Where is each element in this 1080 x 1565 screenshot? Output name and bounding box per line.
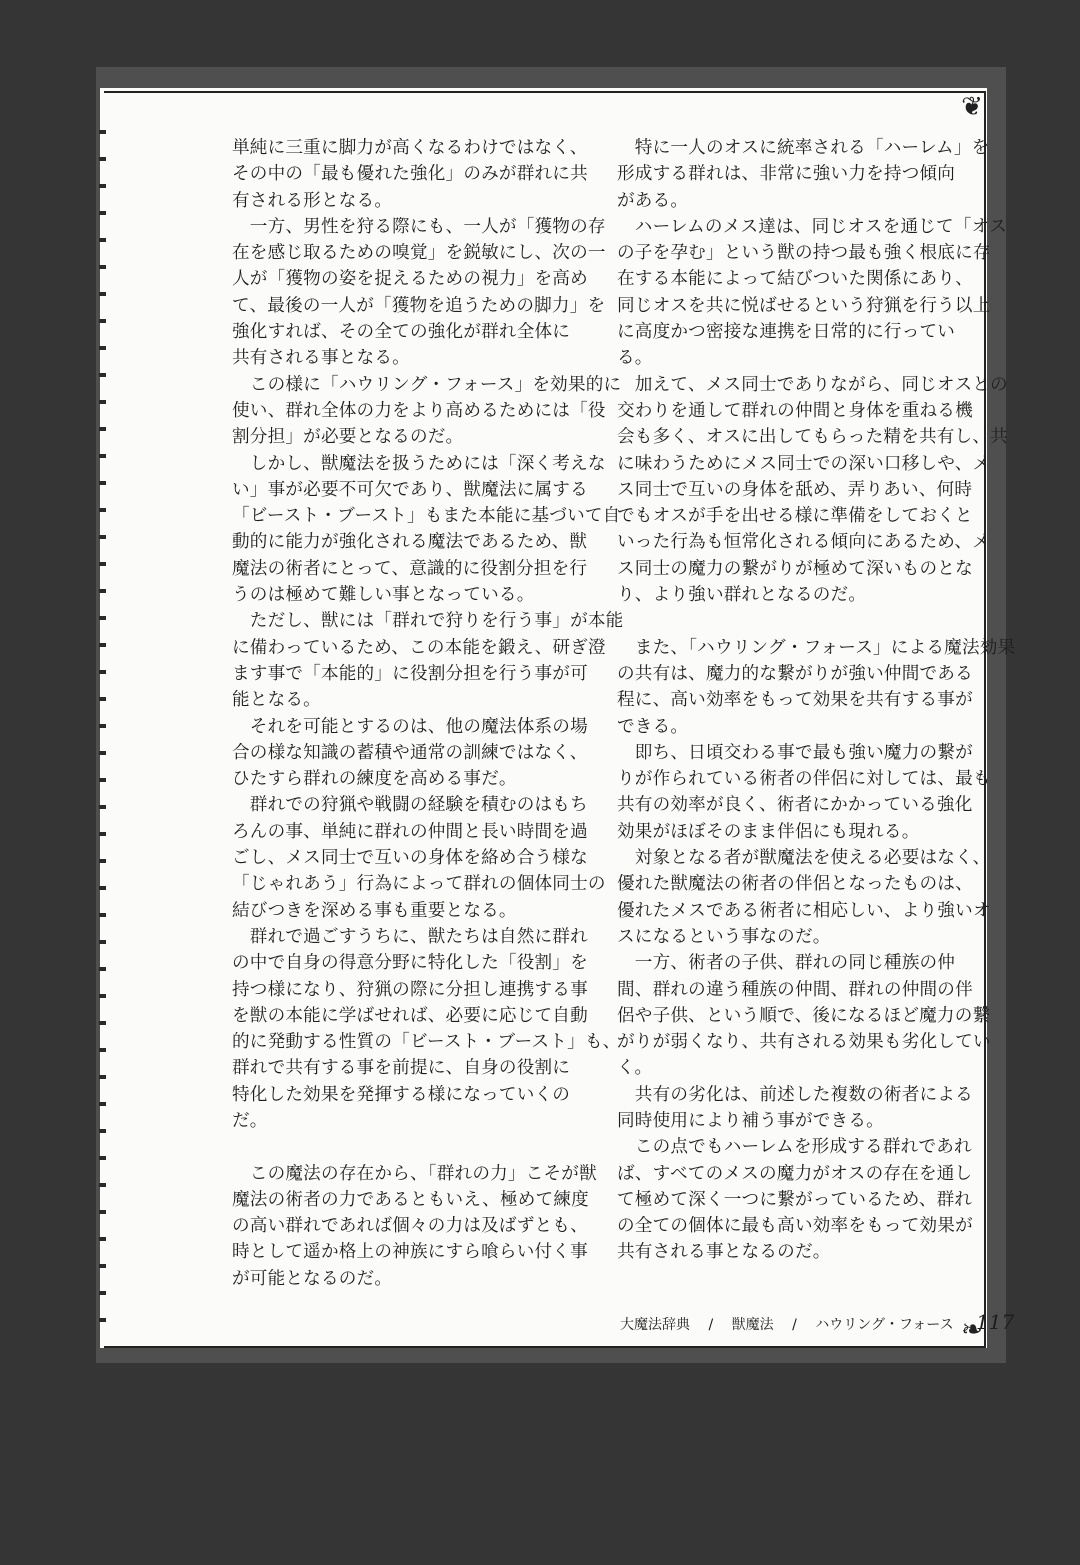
perforation-mark	[99, 400, 106, 404]
text-line: 程に、高い効率をもって効果を共有する事が	[617, 690, 973, 711]
text-line: 的に発動する性質の「ビースト・ブースト」も、	[232, 1032, 621, 1053]
perforation-mark	[99, 1048, 106, 1052]
perforation-mark	[99, 805, 106, 809]
perforation-mark	[99, 481, 106, 485]
text-line: 効果がほぼそのまま伴侶にも現れる。	[617, 821, 920, 842]
text-line: ス同士で互いの身体を舐め、弄りあい、何時	[617, 479, 973, 500]
perforation-mark	[99, 508, 106, 512]
text-line: がりが弱くなり、共有される効果も劣化してい	[617, 1032, 991, 1053]
footer-category: 獣魔法	[731, 1317, 774, 1333]
text-line: 間、群れの違う種族の仲間、群れの仲間の伴	[617, 979, 973, 1000]
perforation-mark	[99, 211, 106, 215]
text-line: 一方、男性を狩る際にも、一人が「獲物の存	[232, 216, 606, 237]
perforation-mark	[99, 1129, 106, 1133]
text-line: 能となる。	[232, 690, 321, 711]
corner-ornament-icon: ❧	[961, 1315, 983, 1345]
text-line: ス同士の魔力の繋がりが極めて深いものとな	[617, 558, 973, 579]
text-line: 優れたメスである術者に相応しい、より強いオ	[617, 900, 991, 921]
text-line: て極めて深く一つに繋がっているため、群れ	[617, 1189, 973, 1210]
text-line: に備わっているため、この本能を鍛え、研ぎ澄	[232, 637, 606, 658]
text-line: この魔法の存在から、「群れの力」こそが獣	[232, 1163, 597, 1184]
perforation-mark	[99, 832, 106, 836]
text-line: ただし、獣には「群れで狩りを行う事」が本能	[232, 611, 624, 632]
text-line: 一方、術者の子供、群れの同じ種族の仲	[617, 953, 956, 974]
perforation-mark	[99, 1264, 106, 1268]
text-line: でもオスが手を出せる様に準備をしておくと	[617, 506, 973, 527]
perforation-mark	[99, 319, 106, 323]
text-line: の高い群れであれば個々の力は及ばずとも、	[232, 1216, 588, 1237]
text-line: それを可能とするのは、他の魔法体系の場	[232, 716, 588, 737]
text-line: に高度かつ密接な連携を日常的に行ってい	[617, 322, 956, 343]
perforation-mark	[99, 184, 106, 188]
text-line: 対象となる者が獣魔法を使える必要はなく、	[617, 848, 991, 869]
perforation-mark	[99, 589, 106, 593]
text-line: 在する本能によって結びついた関係にあり、	[617, 269, 973, 290]
perforation-mark	[99, 1210, 106, 1214]
perforation-mark	[99, 724, 106, 728]
text-line: 加えて、メス同士でありながら、同じオスとの	[617, 374, 1008, 395]
text-line: の中で自身の得意分野に特化した「役割」を	[232, 953, 588, 974]
text-line: に味わうためにメス同士での深い口移しや、メ	[617, 453, 991, 474]
perforation-mark	[99, 535, 106, 539]
text-line: て、最後の一人が「獲物を追うための脚力」を	[232, 295, 606, 316]
text-line: 交わりを通して群れの仲間と身体を重ねる機	[617, 400, 973, 421]
perforation-mark	[99, 670, 106, 674]
perforation-mark	[99, 1156, 106, 1160]
perforation-mark	[99, 1021, 106, 1025]
text-line: 魔法の術者にとって、意識的に役割分担を行	[232, 558, 588, 579]
text-line: 単純に三重に脚力が高くなるわけではなく、	[232, 138, 588, 158]
text-line: 共有される事となる。	[232, 348, 410, 369]
perforation-mark	[99, 562, 106, 566]
text-line: 結びつきを深める事も重要となる。	[232, 900, 517, 921]
perforation-mark	[99, 454, 106, 458]
text-line: この様に「ハウリング・フォース」を効果的に	[232, 374, 622, 395]
perforation-mark	[99, 427, 106, 431]
text-line: 同時使用により補う事ができる。	[617, 1110, 884, 1131]
perforation-mark	[99, 886, 106, 890]
perforation-mark	[99, 130, 106, 134]
perforation-mark	[99, 859, 106, 863]
text-line: スになるという事なのだ。	[617, 926, 831, 947]
perforation-mark	[99, 1075, 106, 1079]
text-line: 優れた獣魔法の術者の伴侶となったものは、	[617, 874, 973, 895]
text-line: ろんの事、単純に群れの仲間と長い時間を過	[232, 821, 588, 842]
text-line: その中の「最も優れた強化」のみが群れに共	[232, 164, 588, 185]
text-line: 会も多く、オスに出してもらった精を共有し、共	[617, 427, 1008, 448]
text-line: 即ち、日頃交わる事で最も強い魔力の繋が	[617, 742, 973, 763]
text-line: る。	[617, 348, 653, 369]
text-line: の全ての個体に最も高い効率をもって効果が	[617, 1216, 973, 1237]
text-line: 共有の効率が良く、術者にかかっている強化	[617, 795, 973, 816]
text-line: ば、すべてのメスの魔力がオスの存在を通し	[617, 1163, 973, 1184]
perforation-mark	[99, 1237, 106, 1241]
text-line: の共有は、魔力的な繋がりが強い仲間である	[617, 663, 973, 684]
perforation-mark	[99, 643, 106, 647]
perforation-mark	[99, 1183, 106, 1187]
footer-book-title: 大魔法辞典	[620, 1317, 690, 1333]
perforation-mark	[99, 967, 106, 971]
text-line: 共有の劣化は、前述した複数の術者による	[617, 1084, 973, 1105]
perforation-mark	[99, 373, 106, 377]
text-line: り、より強い群れとなるのだ。	[617, 585, 867, 606]
text-line: 「ビースト・ブースト」もまた本能に基づいて自	[232, 506, 621, 527]
text-column-left	[232, 135, 624, 1292]
text-line: 群れで過ごすうちに、獣たちは自然に群れ	[232, 926, 588, 947]
text-line: 持つ様になり、狩猟の際に分担し連携する事	[232, 979, 588, 1000]
text-line	[617, 608, 977, 634]
text-line: く。	[617, 1058, 653, 1079]
perforation-mark	[99, 616, 106, 620]
footer-separator: /	[708, 1317, 714, 1333]
perforation-mark	[99, 1291, 106, 1295]
text-line: ひたすら群れの練度を高める事だ。	[232, 769, 517, 790]
text-line: 強化すれば、その全ての強化が群れ全体に	[232, 322, 571, 343]
text-line: りが作られている術者の伴侶に対しては、最も	[617, 769, 991, 790]
text-line: この点でもハーレムを形成する群れであれ	[617, 1137, 972, 1158]
text-line: うのは極めて難しい事となっている。	[232, 585, 535, 606]
text-line: 特化した効果を発揮する様になっていくの	[232, 1084, 571, 1105]
text-column-right	[617, 135, 1016, 1266]
text-line: また、「ハウリング・フォース」による魔法効果	[617, 637, 1016, 658]
text-line: ます事で「本能的」に役割分担を行う事が可	[232, 663, 588, 684]
text-line: 使い、群れ全体の力をより高めるためには「役	[232, 400, 606, 421]
perforation-mark	[99, 1318, 106, 1322]
text-line: できる。	[617, 716, 689, 737]
perforation-mark	[99, 265, 106, 269]
text-line	[232, 1134, 592, 1160]
perforation-mark	[99, 292, 106, 296]
text-line: 魔法の術者の力であるともいえ、極めて練度	[232, 1189, 589, 1210]
text-line: いった行為も恒常化される傾向にあるため、メ	[617, 532, 990, 553]
text-line: 群れで共有する事を前提に、自身の役割に	[232, 1058, 571, 1079]
text-line: 在を感じ取るための嗅覚」を鋭敏にし、次の一	[232, 243, 606, 264]
text-line: ごし、メス同士で互いの身体を絡め合う様な	[232, 848, 588, 869]
text-line: 形成する群れは、非常に強い力を持つ傾向	[617, 164, 956, 185]
running-footer	[620, 1310, 1014, 1334]
text-line: 時として遥か格上の神族にすら喰らい付く事	[232, 1242, 588, 1263]
perforation-mark	[99, 751, 106, 755]
text-line: 割分担」が必要となるのだ。	[232, 427, 464, 448]
text-line: 特に一人のオスに統率される「ハーレム」を	[617, 138, 990, 158]
perforation-mark	[99, 157, 106, 161]
perforation-mark	[99, 940, 106, 944]
perforation-mark	[99, 238, 106, 242]
text-line: 「じゃれあう」行為によって群れの個体同士の	[232, 874, 606, 895]
perforation-mark	[99, 1102, 106, 1106]
text-line: を獣の本能に学ばせれば、必要に応じて自動	[232, 1005, 588, 1026]
corner-ornament-icon: ❦	[961, 92, 983, 122]
text-line: 人が「獲物の姿を捉えるための視力」を高め	[232, 269, 588, 290]
text-line: 共有される事となるのだ。	[617, 1242, 831, 1263]
text-line: 同じオスを共に悦ばせるという狩猟を行う以上	[617, 295, 991, 316]
perforation-mark	[99, 778, 106, 782]
text-line: 群れでの狩猟や戦闘の経験を積むのはもち	[232, 795, 588, 816]
footer-entry: ハウリング・フォース	[815, 1317, 954, 1333]
perforation-mark	[99, 346, 106, 350]
text-line: ハーレムのメス達は、同じオスを通じて「オス	[617, 216, 1008, 237]
text-line: しかし、獣魔法を扱うためには「深く考えな	[232, 453, 606, 474]
text-line: の子を孕む」という獣の持つ最も強く根底に存	[617, 243, 991, 264]
text-line: 合の様な知識の蓄積や通常の訓練ではなく、	[232, 742, 588, 763]
text-line: 有される形となる。	[232, 190, 393, 211]
text-line: い」事が必要不可欠であり、獣魔法に属する	[232, 479, 588, 500]
perforation-mark	[99, 697, 106, 701]
footer-separator: /	[792, 1317, 797, 1333]
text-line: 侶や子供、という順で、後になるほど魔力の繋	[617, 1005, 991, 1026]
text-line: が可能となるのだ。	[232, 1268, 393, 1289]
perforation-mark	[99, 913, 106, 917]
text-line: がある。	[617, 190, 689, 211]
perforation-mark	[99, 994, 106, 998]
text-line: 動的に能力が強化される魔法であるため、獣	[232, 532, 588, 553]
page-number: 117	[976, 1310, 1015, 1334]
text-line: だ。	[232, 1110, 268, 1131]
